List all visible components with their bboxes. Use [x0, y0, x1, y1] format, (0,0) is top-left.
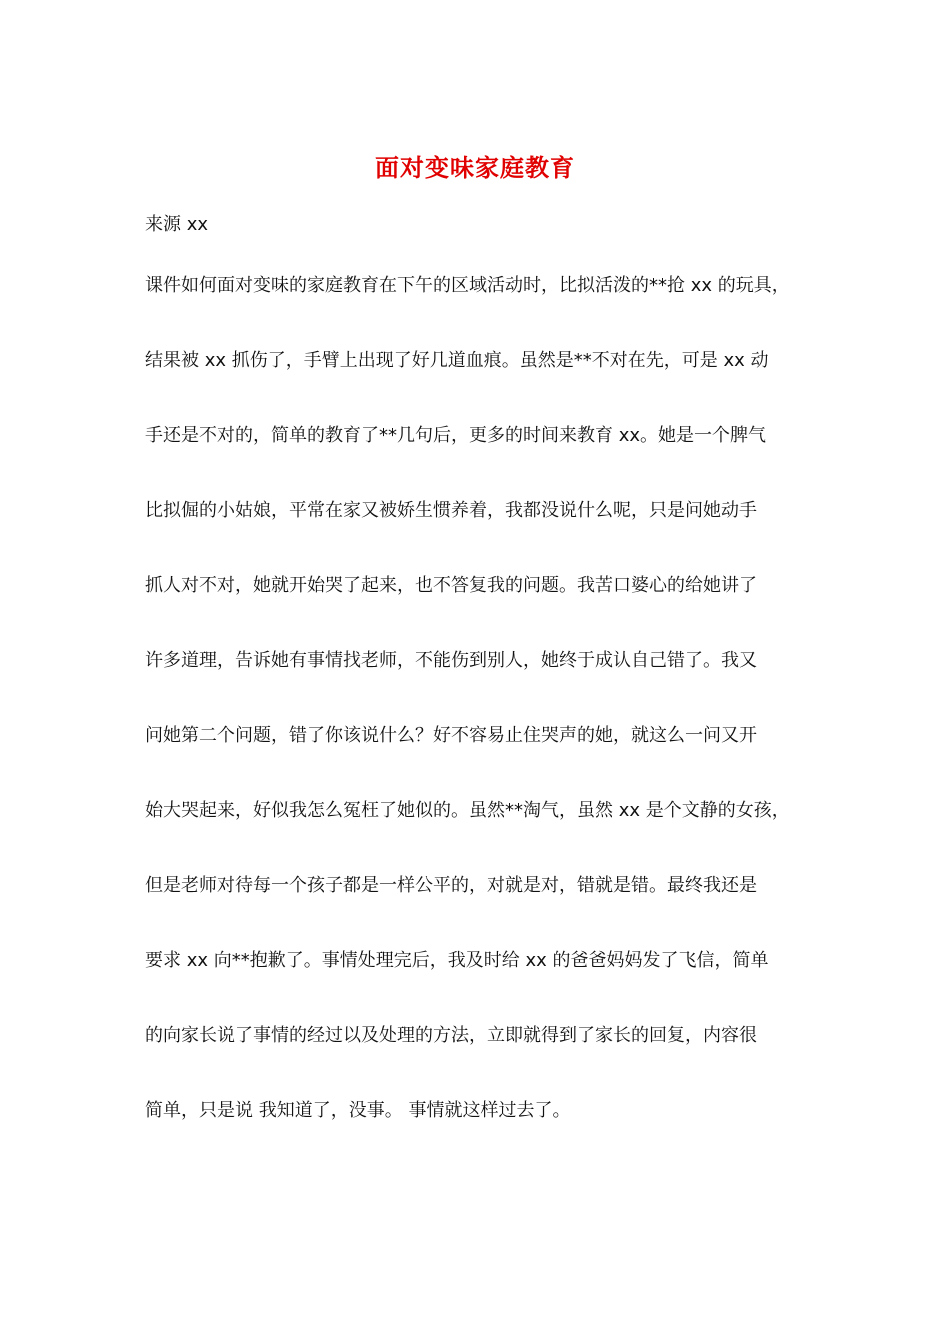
- body-line: 要求 xx 向**抱歉了。事情处理完后，我及时给 xx 的爸爸妈妈发了飞信，简单: [145, 950, 769, 971]
- body-line: 抓人对不对，她就开始哭了起来，也不答复我的问题。我苦口婆心的给她讲了: [145, 575, 757, 596]
- body-line: 但是老师对待每一个孩子都是一样公平的，对就是对，错就是错。最终我还是: [145, 875, 757, 896]
- body-line: 的向家长说了事情的经过以及处理的方法，立即就得到了家长的回复，内容很: [145, 1025, 757, 1046]
- document-source: 来源 xx: [145, 214, 209, 235]
- body-line: 问她第二个问题，错了你该说什么？好不容易止住哭声的她，就这么一问又开: [145, 725, 757, 746]
- body-line: 手还是不对的，简单的教育了**几句后，更多的时间来教育 xx。她是一个脾气: [145, 425, 767, 446]
- body-line: 许多道理，告诉她有事情找老师，不能伤到别人，她终于成认自己错了。我又: [145, 650, 757, 671]
- body-line: 结果被 xx 抓伤了，手臂上出现了好几道血痕。虽然是**不对在先，可是 xx 动: [145, 350, 769, 371]
- document-title: 面对变味家庭教育: [375, 154, 575, 182]
- body-line: 比拟倔的小姑娘，平常在家又被娇生惯养着，我都没说什么呢，只是问她动手: [145, 500, 757, 521]
- body-line: 始大哭起来，好似我怎么冤枉了她似的。虽然**淘气，虽然 xx 是个文静的女孩，: [145, 800, 790, 821]
- document-body: [145, 271, 825, 1171]
- body-line: 课件如何面对变味的家庭教育在下午的区域活动时，比拟活泼的**抢 xx 的玩具，: [145, 275, 790, 296]
- body-line: 简单，只是说 我知道了，没事。 事情就这样过去了。: [145, 1100, 571, 1121]
